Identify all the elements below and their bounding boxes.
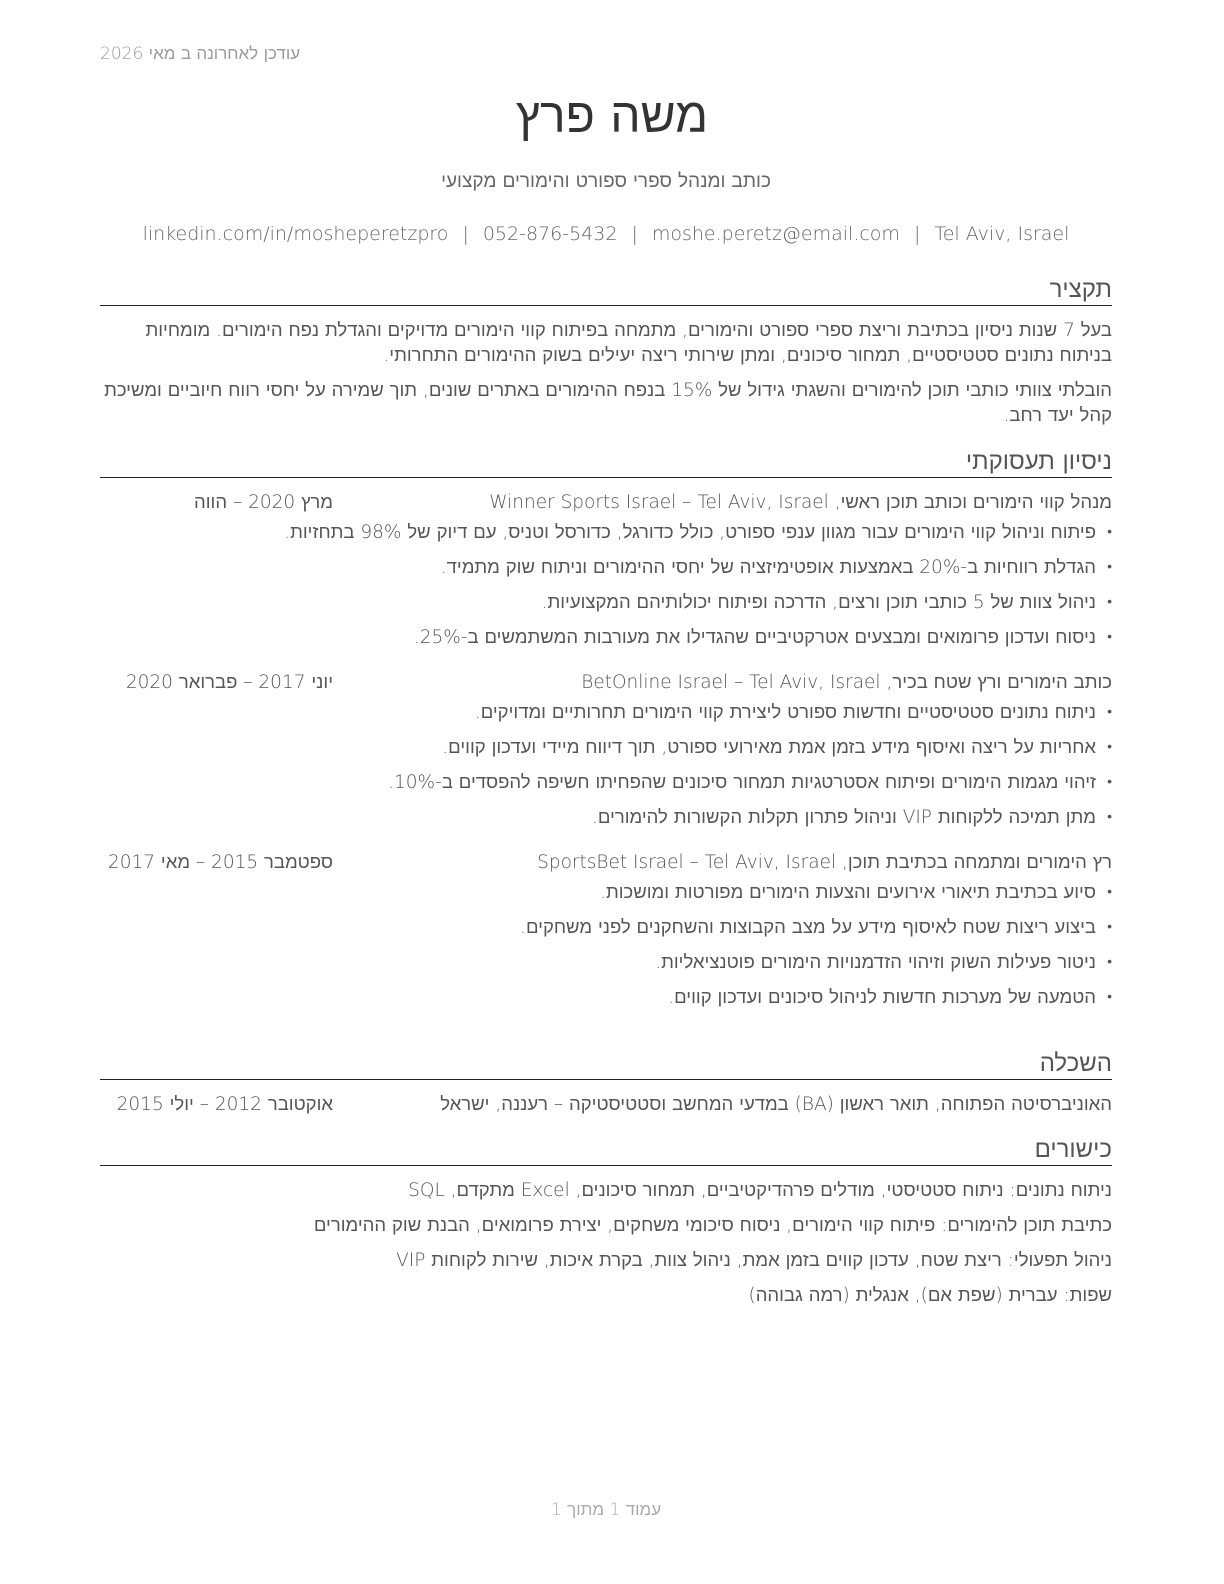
job-role: כותב הימורים ורץ שטח בכיר, BetOnline Israel – Tel Aviv, Israel [581,672,1112,693]
job-bullet: • ניסוח ועדכון פרומואים ומבצעים אטרקטיביים שהגדילו את מעורבות המשתמשים ב-25%. [100,625,1112,650]
summary-paragraph: הובלתי צוותי כותבי תוכן להימורים והשגתי גידול של 15% בנפח ההימורים באתרים שונים, תוך שמירה על יחסי רווח חיוביים ומשיכת קהל יעד רחב. [104,380,1112,426]
page-number: עמוד 1 מתוך 1 [550,1500,662,1520]
job-bullet: • פיתוח וניהול קווי הימורים עבור מגוון ענפי ספורט, כולל כדורגל, כדורסל וטניס, עם דיוק של 98% בתחזיות. [100,520,1112,545]
job-entry [100,670,1112,830]
job-bullet: • הגדלת רווחיות ב-20% באמצעות אופטימיזציה של יחסי ההימורים וניתוח שוק מתמיד. [100,555,1112,580]
contact-separator: | [462,223,469,245]
job-bullet: • ביצוע ריצות שטח לאיסוף מידע על מצב הקבוצות והשחקנים לפני משחקים. [100,915,1112,940]
email-link[interactable]: moshe.peretz@email.com [651,223,900,245]
job-bullet: • הטמעה של מערכות חדשות לניהול סיכונים ועדכון קווים. [100,985,1112,1010]
education-entry: האוניברסיטה הפתוחה, תואר ראשון (BA) במדעי המחשב וסטטיסטיקה – רעננה, ישראל [440,1094,1112,1115]
summary-paragraph: בעל 7 שנות ניסיון בכתיבת וריצת ספרי ספורט והימורים, מתמחה בפיתוח קווי הימורים מדויקים והגדלת נפח הימורים. מומחיות בניתוח נתונים סטטיסטיים, תמחור סיכונים, ומתן שירותי ריצה יעילים בשוק ההימורים התחרותי. [145,320,1112,366]
job-bullet: • סיוע בכתיבת תיאורי אירועים והצעות הימורים מפורטות ומושכות. [100,880,1112,905]
job-dates: ספטמבר 2015 – מאי 2017 [107,852,333,873]
experience-heading: ניסיון תעסוקתי [100,446,1112,478]
job-bullet: • מתן תמיכה ללקוחות VIP וניהול פתרון תקלות הקשורות להימורים. [100,805,1112,830]
skills-heading: כישורים [100,1134,1112,1166]
contact-line [0,223,1212,245]
job-dates: יוני 2017 – פברואר 2020 [125,672,333,693]
skill-line: כתיבת תוכן להימורים: פיתוח קווי הימורים, ניסוח סיכומי משחקים, יצירת פרומואים, הבנת שוק ההימורים [313,1215,1112,1236]
skill-line: שפות: עברית (שפת אם), אנגלית (רמה גבוהה) [748,1285,1112,1306]
candidate-title: כותב ומנהל ספרי ספורט והימורים מקצועי [441,170,771,192]
job-bullet: • ניטור פעילות השוק וזיהוי הזדמנויות הימורים פוטנציאליות. [100,950,1112,975]
contact-separator: | [913,223,921,245]
skill-line: ניהול תפעולי: ריצת שטח, עדכון קווים בזמן אמת, ניהול צוות, בקרת איכות, שירות לקוחות VIP [396,1250,1112,1271]
skills-section [100,1134,1112,1318]
experience-section [100,446,1112,1030]
education-heading: השכלה [100,1048,1112,1080]
summary-section [100,274,1112,438]
job-entry [100,490,1112,650]
contact-separator: | [631,223,638,245]
candidate-name: משה פרץ [515,88,709,144]
skill-line: ניתוח נתונים: ניתוח סטטיסטי, מודלים פרהדיקטיביים, תמחור סיכונים, Excel מתקדם, SQL [408,1180,1112,1201]
job-bullet: • זיהוי מגמות הימורים ופיתוח אסטרטגיות תמחור סיכונים שהפחיתו חשיפה להפסדים ב-10%. [100,770,1112,795]
education-dates: אוקטובר 2012 – יולי 2015 [116,1094,333,1115]
job-dates: מרץ 2020 – הווה [194,492,333,513]
last-updated-note: עודכן לאחרונה ב מאי 2026 [100,44,301,64]
job-bullet: • ניהול צוות של 5 כותבי תוכן ורצים, הדרכה ופיתוח יכולותיהם המקצועיות. [100,590,1112,615]
location: Tel Aviv, Israel [934,223,1070,245]
job-bullet: • אחריות על ריצה ואיסוף מידע בזמן אמת מאירועי ספורט, תוך דיווח מיידי ועדכון קווים. [100,735,1112,760]
education-section [100,1048,1112,1118]
job-entry [100,850,1112,1010]
job-bullet: • ניתוח נתונים סטטיסטיים וחדשות ספורט ליצירת קווי הימורים תחרותיים ומדויקים. [100,700,1112,725]
job-role: מנהל קווי הימורים וכותב תוכן ראשי, Winner Sports Israel – Tel Aviv, Israel [489,492,1112,513]
summary-heading: תקציר [100,274,1112,306]
linkedin-link[interactable]: linkedin.com/in/mosheperetzpro [142,223,449,245]
phone-number[interactable]: 052-876-5432 [482,223,618,245]
job-role: רץ הימורים ומתמחה בכתיבת תוכן, SportsBet Israel – Tel Aviv, Israel [537,852,1112,873]
